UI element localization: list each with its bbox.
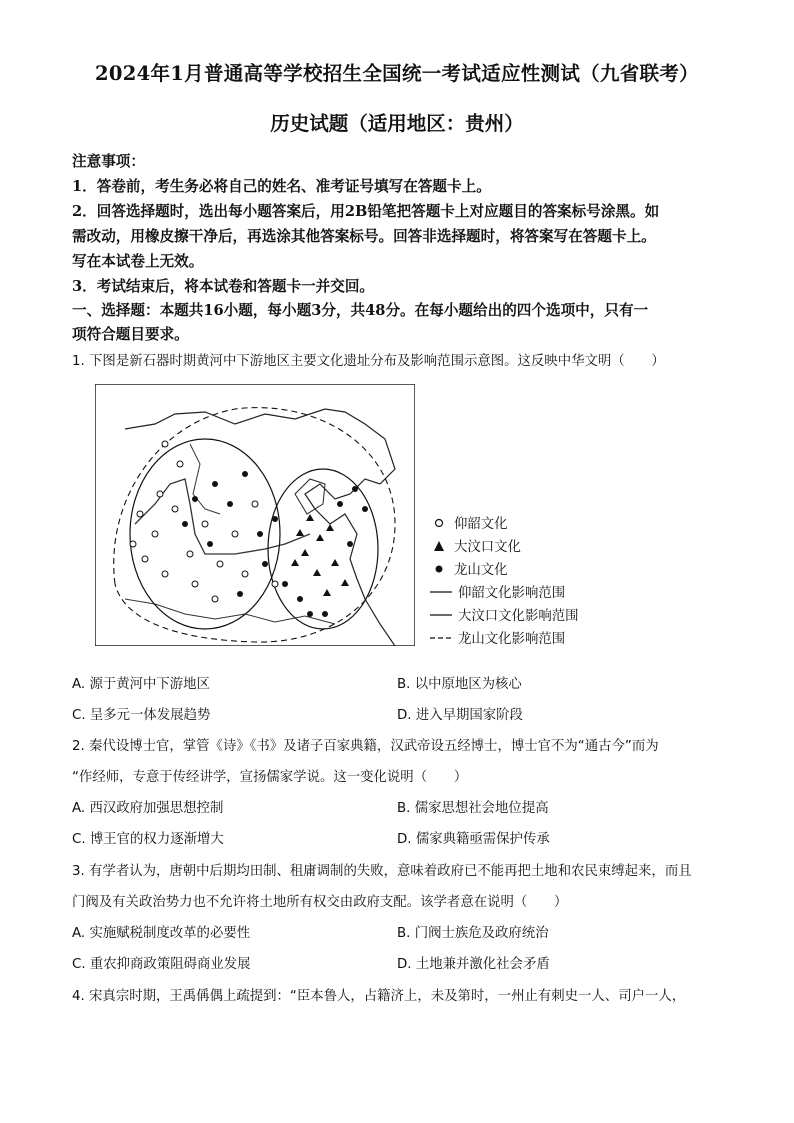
notice-item: 写在本试卷上无效。	[72, 253, 204, 270]
q3-option-d: D. 土地兼并激化社会矛盾	[397, 957, 550, 972]
q1-option-a: A. 源于黄河中下游地区	[72, 677, 210, 692]
triangle-icon	[430, 539, 448, 553]
legend-label: 大汶口文化	[454, 540, 521, 555]
q3-option-c: C. 重农抑商政策阻碍商业发展	[72, 957, 251, 972]
notice-item: 需改动，用橡皮擦干净后，再选涂其他答案标号。回答非选择题时，将答案写在答题卡上。	[72, 228, 656, 245]
solid-line-icon	[430, 608, 452, 622]
legend-label: 大汶口文化影响范围	[458, 609, 579, 624]
legend-label: 仰韶文化影响范围	[458, 586, 566, 601]
q1-option-d: D. 进入早期国家阶段	[397, 708, 523, 723]
notice-item: 2．回答选择题时，选出每小题答案后，用2B铅笔把答题卡上对应题目的答案标号涂黑。如	[72, 203, 660, 220]
q1-option-b: B. 以中原地区为核心	[397, 677, 522, 692]
dashed-line-icon	[430, 631, 452, 645]
legend-label: 仰韶文化	[454, 517, 508, 532]
question-3-stem: 3. 有学者认为，唐朝中后期均田制、租庸调制的失败，意味着政府已不能再把土地和农民束缚起来，而且	[72, 864, 692, 879]
q3-option-a: A. 实施赋税制度改革的必要性	[72, 926, 251, 941]
open-circle-icon	[430, 516, 448, 530]
notice-item: 3．考试结束后，将本试卷和答题卡一并交回。	[72, 278, 375, 295]
legend-label: 龙山文化	[454, 563, 508, 578]
exam-title: 2024年1月普通高等学校招生全国统一考试适应性测试（九省联考）	[95, 62, 699, 85]
legend-dawenkou-range	[430, 605, 579, 624]
notice-heading: 注意事项：	[72, 153, 145, 170]
exam-subtitle: 历史试题（适用地区：贵州）	[270, 112, 524, 135]
solid-line-icon	[430, 585, 452, 599]
filled-dot-icon	[430, 562, 448, 576]
legend-yangshao-site	[430, 513, 508, 532]
q1-option-c: C. 呈多元一体发展趋势	[72, 708, 211, 723]
q2-option-c: C. 博王官的权力逐渐增大	[72, 832, 224, 847]
legend-longshan-range	[430, 628, 565, 647]
question-1-stem: 1. 下图是新石器时期黄河中下游地区主要文化遗址分布及影响范围示意图。这反映中华文明（ ）	[72, 354, 665, 369]
notice-item: 1．答卷前，考生务必将自己的姓名、准考证号填写在答题卡上。	[72, 178, 491, 195]
section-heading: 一、选择题：本题共16小题，每小题3分，共48分。在每小题给出的四个选项中，只有一	[72, 302, 649, 319]
q2-option-b: B. 儒家思想社会地位提高	[397, 801, 549, 816]
legend-yangshao-range	[430, 582, 565, 601]
legend-dawenkou-site	[430, 536, 521, 555]
q2-option-d: D. 儒家典籍亟需保护传承	[397, 832, 550, 847]
legend-longshan-site	[430, 559, 508, 578]
legend-label: 龙山文化影响范围	[458, 632, 566, 647]
section-heading-cont: 项符合题目要求。	[72, 326, 189, 343]
question-4-stem: 4. 宋真宗时期，王禹偁偶上疏提到：“臣本鲁人，占籍济上，未及第时，一州止有刺史一人、司户一人，	[72, 989, 686, 1004]
q3-option-b: B. 门阀士族危及政府统治	[397, 926, 549, 941]
question-2-stem-cont: “作经师，专意于传经讲学，宣扬儒家学说。这一变化说明（ ）	[72, 770, 468, 785]
q2-option-a: A. 西汉政府加强思想控制	[72, 801, 224, 816]
question-3-stem-cont: 门阀及有关政治势力也不允许将土地所有权交由政府支配。该学者意在说明（ ）	[72, 895, 568, 910]
question-2-stem: 2. 秦代设博士官，掌管《诗》《书》及诸子百家典籍，汉武帝设五经博士，博士官不为“通古今”而为	[72, 739, 659, 754]
neolithic-culture-map	[95, 384, 415, 646]
